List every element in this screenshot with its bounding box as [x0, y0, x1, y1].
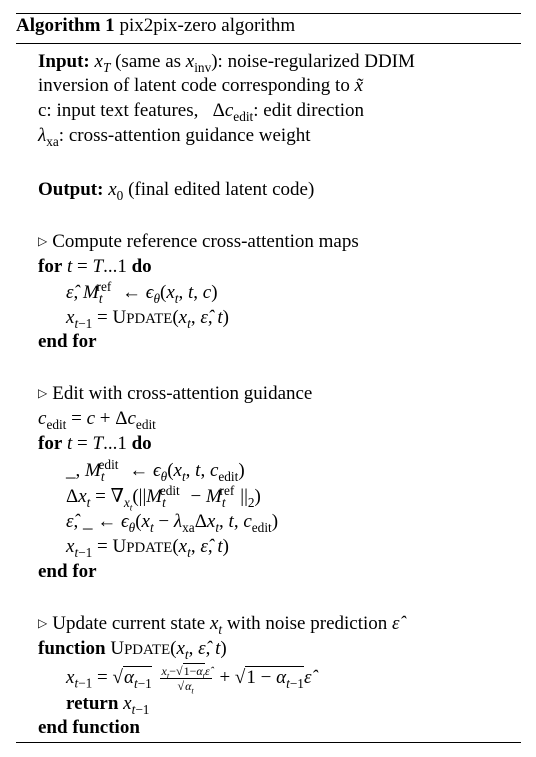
input-text-4: : cross-attention guidance weight — [58, 125, 311, 146]
comment-text-2: Edit with cross-attention guidance — [52, 383, 313, 404]
input-text-2: inversion of latent code corresponding to — [38, 75, 350, 96]
end-function-line — [38, 716, 140, 740]
algorithm-title — [16, 15, 295, 37]
end-for-keyword: end for — [38, 331, 97, 352]
algo-step-8: $x_{t-1} = √\alpha_{t-1}$ $\frac{x_t-√1-\alpha_t\varepsilon̂}{√\alpha_t}$ + $√1 - \alpha_{t-1}\varepsilon̂$ — [66, 664, 312, 696]
end-function-keyword: end function — [38, 717, 140, 738]
algo-step-7: $x_{t-1}$ = $UPDATE(x_t$, ε̂, t) — [66, 536, 229, 560]
fraction: $\frac{x_t-√1-\alpha_t\varepsilon̂}{√\alpha_t}$ — [161, 664, 210, 696]
for-line-1: for t = T...1 do — [38, 256, 152, 277]
algo-step-3: $c_{edit} = c + \Delta c_{edit}$ — [38, 408, 156, 432]
algo-step-1: ε̂, $M_t^{ref}$ ← $\epsilon_\theta(x_t$, t, c) — [66, 278, 218, 306]
input-line-4: $\lambda_{xa}$: cross-attention guidance weight — [38, 125, 311, 149]
function-line: function $UPDATE(x_t$, ε̂, t) — [38, 638, 227, 662]
do-keyword: do — [131, 433, 152, 454]
function-keyword: function — [38, 638, 106, 659]
title-rule — [16, 43, 521, 44]
return-keyword: return — [66, 693, 119, 714]
input-text-1-tail: ): noise-regularized DDIM — [211, 51, 415, 72]
input-line-3: c: input text features, $\Delta c_{edit}$: edit direction — [38, 100, 365, 124]
comment-text-1: Compute reference cross-attention maps — [52, 231, 359, 252]
algo-step-4: _, $M_t^{edit}$ ← $\epsilon_\theta(x_t$, t, $c_{edit}$) — [66, 456, 245, 484]
output-keyword: Output: — [38, 179, 104, 200]
for-line-2: for t = T...1 do — [38, 433, 152, 454]
return-line: return $x_{t-1}$ — [66, 693, 150, 717]
algo-step-6: ε̂, _ ← $\epsilon_\theta(x_t - \lambda_{xa}\Delta x_t$, t, $c_{edit}$) — [66, 511, 279, 535]
algo-step-5: $\Delta x_t = \nabla_{x_t}(||M_t^{edit} - M_t^{ref}$ $||_2$) — [66, 482, 261, 514]
input-line-1: Input: $x_T$ (same as $x_{inv}$): noise-regularized DDIM — [38, 51, 415, 75]
input-keyword: Input: — [38, 51, 90, 72]
triangle-right-icon: ▷ — [38, 234, 48, 248]
input-text-1: (same as — [115, 51, 182, 72]
end-for-line-1 — [38, 330, 97, 354]
algorithm-label: Algorithm 1 — [16, 15, 115, 36]
comment-section-2 — [38, 382, 312, 407]
end-for-line-2 — [38, 560, 97, 584]
comment-text-3: Update current state — [52, 613, 206, 634]
output-text: (final edited latent code) — [128, 179, 315, 200]
comment-text-3-tail: with noise prediction — [226, 613, 388, 634]
output-line: Output: $x_0$ (final edited latent code) — [38, 179, 315, 203]
algo-step-2: $x_{t-1}$ = $UPDATE(x_t$, ε̂, t) — [66, 307, 229, 331]
do-keyword: do — [131, 256, 152, 277]
for-keyword: for — [38, 256, 63, 277]
triangle-right-icon: ▷ — [38, 616, 48, 630]
algorithm-name: pix2pix-zero algorithm — [119, 15, 296, 36]
comment-section-1 — [38, 230, 359, 255]
input-text-3a: c: input text features, — [38, 100, 199, 121]
input-text-3b: : edit direction — [253, 100, 365, 121]
triangle-right-icon: ▷ — [38, 386, 48, 400]
for-keyword: for — [38, 433, 63, 454]
bottom-rule — [16, 742, 521, 743]
comment-section-3: ▷ Update current state $x_t$ with noise prediction ε̂ — [38, 613, 400, 637]
input-line-2: inversion of latent code corresponding to x̃ — [38, 75, 364, 96]
end-for-keyword: end for — [38, 561, 97, 582]
